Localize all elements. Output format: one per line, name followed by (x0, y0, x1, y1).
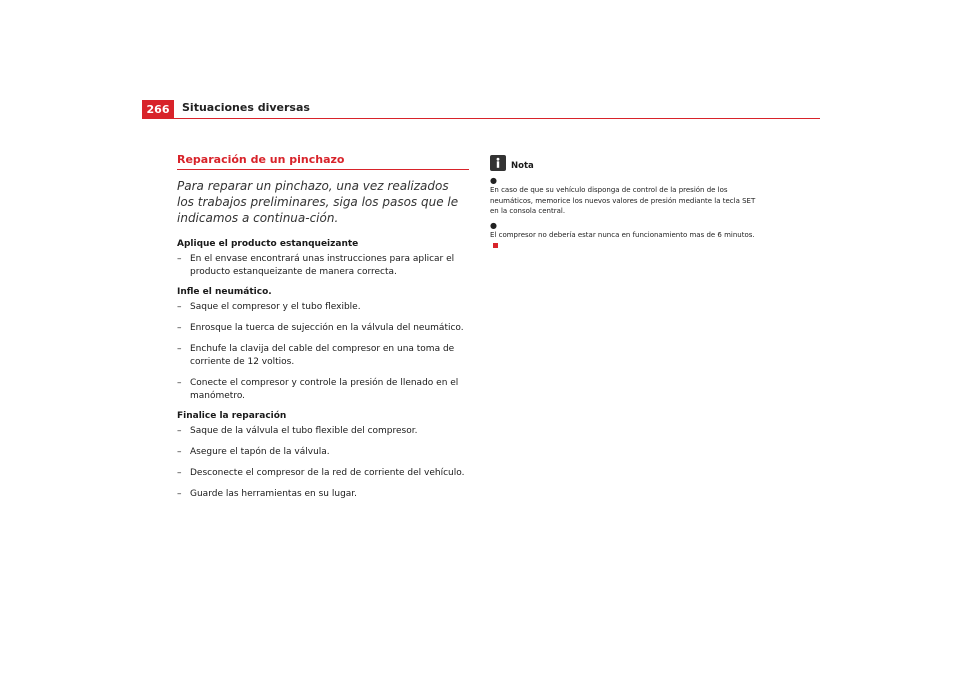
dash-glyph: – (177, 254, 182, 264)
info-icon (490, 155, 506, 171)
page-number: 266 (142, 100, 174, 118)
section-intro: Para reparar un pinchazo, una vez realizados los trabajos preliminares, siga los pasos que le indicamos a continua-ción. (177, 179, 459, 225)
step-item: – Saque el compresor y el tubo flexible. (177, 302, 361, 312)
dash-glyph: – (177, 489, 182, 499)
note-bullet: ● El compresor no debería estar nunca en funcionamiento mas de 6 minutos. (490, 222, 762, 251)
note-bullet: ● En caso de que su vehículo disponga de control de la presión de los neumáticos, memorice los nuevos valores de presión mediante la tecla SET en la consola central. (490, 177, 762, 217)
note-header (490, 155, 762, 171)
dash-glyph: – (177, 468, 182, 478)
bullet-dot-icon: ● (490, 220, 497, 230)
step-item: – Desconecte el compresor de la red de corriente del vehículo. (177, 468, 465, 478)
step-group-inflate (177, 287, 469, 403)
step-item: – Conecte el compresor y controle la presión de llenado en el manómetro. (177, 378, 459, 401)
step-item: – Asegure el tapón de la válvula. (177, 447, 330, 457)
group-heading: Infle el neumático. (177, 287, 272, 297)
step-group-apply (177, 239, 469, 279)
step-item: – En el envase encontrará unas instrucciones para aplicar el producto estanqueizante de manera correcta. (177, 254, 455, 277)
group-heading: Finalice la reparación (177, 411, 287, 421)
step-item: – Enchufe la clavija del cable del compresor en una toma de corriente de 12 voltios. (177, 344, 455, 367)
dash-glyph: – (177, 302, 182, 312)
dash-glyph: – (177, 344, 182, 354)
step-item: – Saque de la válvula el tubo flexible del compresor. (177, 426, 418, 436)
step-item: – Guarde las herramientas en su lugar. (177, 489, 358, 499)
dash-glyph: – (177, 426, 182, 436)
dash-glyph: – (177, 323, 182, 333)
dash-glyph: – (177, 378, 182, 388)
header-title: Situaciones diversas (182, 101, 310, 114)
section-rule (177, 169, 469, 170)
section-title: Reparación de un pinchazo (177, 153, 345, 166)
bullet-dot-icon: ● (490, 176, 497, 185)
main-column (177, 153, 469, 509)
step-group-finish (177, 411, 469, 501)
header-rule (142, 118, 820, 119)
note-box (490, 155, 762, 256)
step-item: – Enrosque la tuerca de sujección en la válvula del neumático. (177, 323, 464, 333)
dash-glyph: – (177, 447, 182, 457)
note-label: Nota (511, 161, 534, 171)
end-of-section-icon (493, 243, 498, 248)
group-heading: Aplique el producto estanqueizante (177, 239, 359, 249)
